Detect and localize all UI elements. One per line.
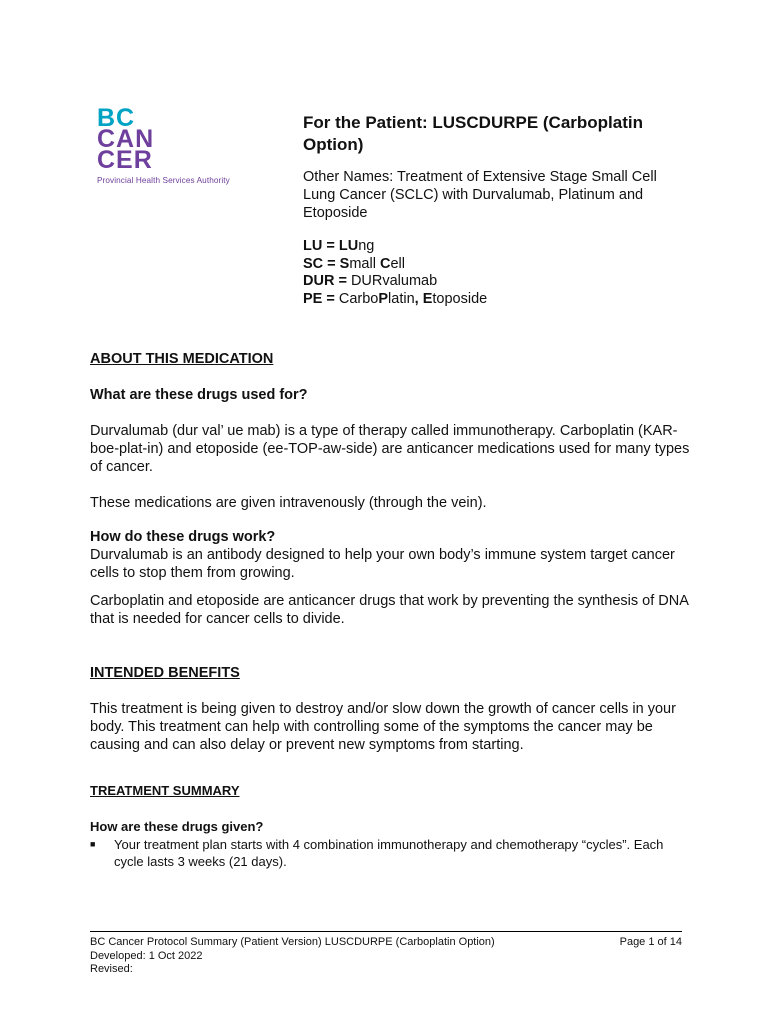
- abbreviation-list: [303, 238, 693, 308]
- page-number: Page 1 of 14: [619, 936, 682, 948]
- other-names: Other Names: Treatment of Extensive Stage Small Cell Lung Cancer (SCLC) with Durvalumab, Platinum and Etoposide: [303, 169, 657, 221]
- footer-developed: Developed: 1 Oct 2022: [90, 949, 203, 962]
- cycle-text: Your treatment plan starts with 4 combination immunotherapy and chemotherapy “cycles”. Each cycle lasts 3 weeks (21 days).: [114, 837, 664, 869]
- logo-line-1: BC: [97, 104, 136, 132]
- durvalumab-paragraph: Durvalumab is an antibody designed to help your own body’s immune system target cancer cells to stop them from growing.: [90, 547, 675, 581]
- footer-revised: Revised:: [90, 963, 133, 975]
- document-body: [90, 350, 690, 870]
- benefits-paragraph: This treatment is being given to destroy and/or slow down the growth of cancer cells in your body. This treatment can help with controlling some of the symptoms the cancer may be causing and can also delay or prevent new symptoms from starting.: [90, 701, 676, 753]
- document-header: [303, 112, 693, 308]
- bc-cancer-logo: [97, 104, 257, 185]
- given-question: How are these drugs given?: [90, 819, 264, 834]
- about-heading: ABOUT THIS MEDICATION: [90, 351, 274, 367]
- abbr-sc: SC = Small Cell: [303, 255, 405, 272]
- bullet-square-icon: ■: [90, 839, 96, 849]
- abbr-dur: DUR = DURvalumab: [303, 273, 438, 289]
- chemo-paragraph: Carboplatin and etoposide are anticancer drugs that work by preventing the synthesis of DNA that is needed for cancer cells to divide.: [90, 593, 689, 627]
- list-item: [90, 836, 690, 870]
- iv-paragraph: These medications are given intravenously (through the vein).: [90, 495, 487, 511]
- uses-question: What are these drugs used for?: [90, 387, 308, 403]
- logo-line-3: CER: [97, 146, 153, 174]
- benefits-heading: INTENDED BENEFITS: [90, 665, 240, 681]
- abbr-lu: LU = LUng: [303, 238, 375, 254]
- uses-paragraph: Durvalumab (dur val’ ue mab) is a type of therapy called immunotherapy. Carboplatin (KAR-boe-plat-in) and etoposide (ee-TOP-aw-side) are anticancer medications used for many types of cancer.: [90, 423, 690, 475]
- footer-protocol: BC Cancer Protocol Summary (Patient Version) LUSCDURPE (Carboplatin Option): [90, 936, 495, 948]
- logo-subtitle: Provincial Health Services Authority: [97, 176, 230, 185]
- logo-line-2: CAN: [97, 125, 155, 153]
- mechanism-question: How do these drugs work?: [90, 529, 276, 545]
- abbr-pe: PE = CarboPlatin, Etoposide: [303, 290, 488, 307]
- summary-heading: TREATMENT SUMMARY: [90, 783, 240, 798]
- page-footer: [90, 931, 682, 977]
- document-title: For the Patient: LUSCDURPE (Carboplatin Option): [303, 113, 644, 154]
